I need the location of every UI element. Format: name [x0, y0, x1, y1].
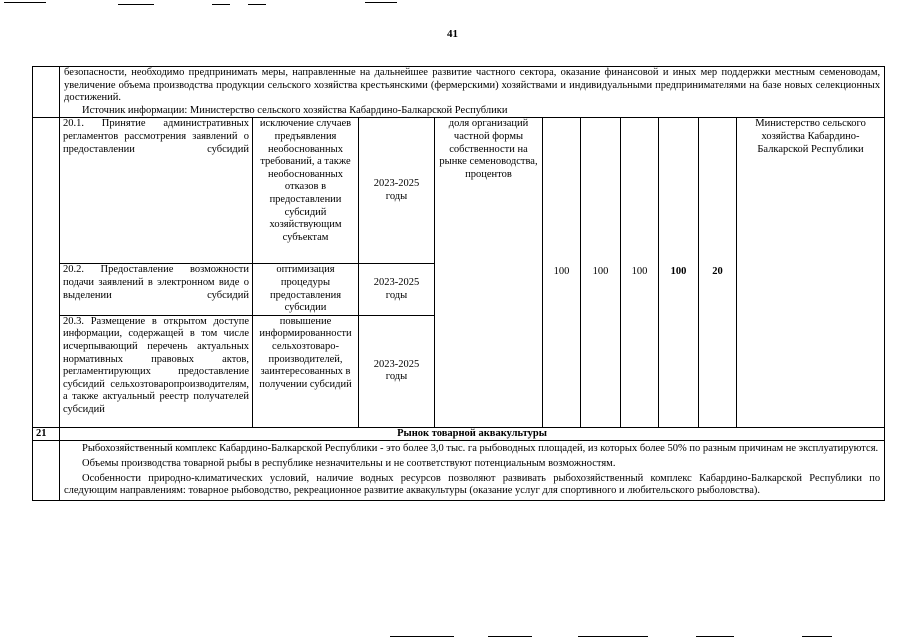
- measure-result: повышение информированности сельхозтоваро-производителей, заинтересованных в получении субсидий: [253, 315, 359, 427]
- measure-period: 2023-2025 годы: [359, 118, 435, 264]
- row-number-cell: [33, 118, 60, 427]
- section-number: 21: [33, 427, 60, 441]
- measure-result: оптимизация процедуры предоставления субсидии: [253, 264, 359, 315]
- measure-period: 2023-2025 годы: [359, 315, 435, 427]
- scan-artifact-line: [212, 4, 230, 5]
- intro-cell: [60, 67, 885, 118]
- scan-artifact-line: [390, 636, 454, 637]
- scan-artifact-line: [365, 2, 397, 3]
- value-cell: 100: [621, 118, 659, 427]
- section-title: Рынок товарной аквакультуры: [60, 427, 885, 441]
- page-number: 41: [447, 28, 458, 40]
- value-cell: 20: [699, 118, 737, 427]
- row-number-cell: [33, 441, 60, 500]
- scan-artifact-line: [248, 4, 266, 5]
- section-paragraph: Объемы производства товарной рыбы в республике незначительны и не соответствуют потенциальным возможностям.: [82, 457, 616, 469]
- measure-result: исключение случаев предъявления необоснованных требований, а также необоснованных отказов в предоставлении субсидий хозяйствующим субъектам: [253, 118, 359, 264]
- measure-title: 20.2. Предоставление возможности подачи заявлений в электронном виде о выделении субсидий: [60, 264, 253, 315]
- scan-artifact-line: [4, 2, 46, 3]
- measure-title: 20.1. Принятие административных регламентов рассмотрения заявлений о предоставлении субсидий: [60, 118, 253, 264]
- intro-paragraph: безопасности, необходимо предпринимать меры, направленные на дальнейшее развитие частного сектора, оказание финансовой и иных мер поддержки местным семеноводам, увеличение объема производства продукции сельского хозяйства крестьянскими (фермерскими) хозяйствами и индивидуальными предпринимателями на базе новых селекционных достижений.: [64, 67, 881, 104]
- row-number-cell: [33, 67, 60, 118]
- scan-artifact-line: [578, 636, 648, 637]
- section-paragraph: Рыбохозяйственный комплекс Кабардино-Балкарской Республики - это более 3,0 тыс. га рыбоводных площадей, из которых более 50% по разным причинам не эксплуатируются.: [82, 443, 879, 455]
- source-line: Источник информации: Министерство сельского хозяйства Кабардино-Балкарской Республики: [82, 104, 508, 116]
- measure-row: [33, 118, 885, 264]
- value-cell: 100: [659, 118, 699, 427]
- section-header-row: [33, 427, 885, 441]
- value-cell: 100: [543, 118, 581, 427]
- section-text-cell: [60, 441, 885, 500]
- scan-artifact-line: [118, 4, 154, 5]
- value-cell: 100: [581, 118, 621, 427]
- document-table: [32, 66, 885, 501]
- scan-artifact-line: [488, 636, 532, 637]
- section-text-row: [33, 441, 885, 500]
- measure-period: 2023-2025 годы: [359, 264, 435, 315]
- indicator-cell: доля организаций частной формы собственности на рынке семеноводства, процентов: [435, 118, 543, 427]
- measure-title: 20.3. Размещение в открытом доступе информации, содержащей в том числе исчерпывающий перечень актуальных нормативных правовых актов, регламентирующих предоставление субсидий сельхозтоваропроизводителям, а также актуальный реестр получателей субсидий: [60, 315, 253, 427]
- responsible-cell: Министерство сельского хозяйства Кабардино-Балкарской Республики: [737, 118, 885, 427]
- scan-artifact-line: [802, 636, 832, 637]
- section-paragraph: Особенности природно-климатических условий, наличие водных ресурсов позволяют развивать рыбохозяйственный комплекс Кабардино-Балкарской Республики по следующим направлениям: товарное рыбоводство, рекреационное развитие аквакультуры (оказание услуг для спортивного и любительского рыболовства).: [64, 472, 881, 497]
- intro-row: [33, 67, 885, 118]
- scan-artifact-line: [696, 636, 734, 637]
